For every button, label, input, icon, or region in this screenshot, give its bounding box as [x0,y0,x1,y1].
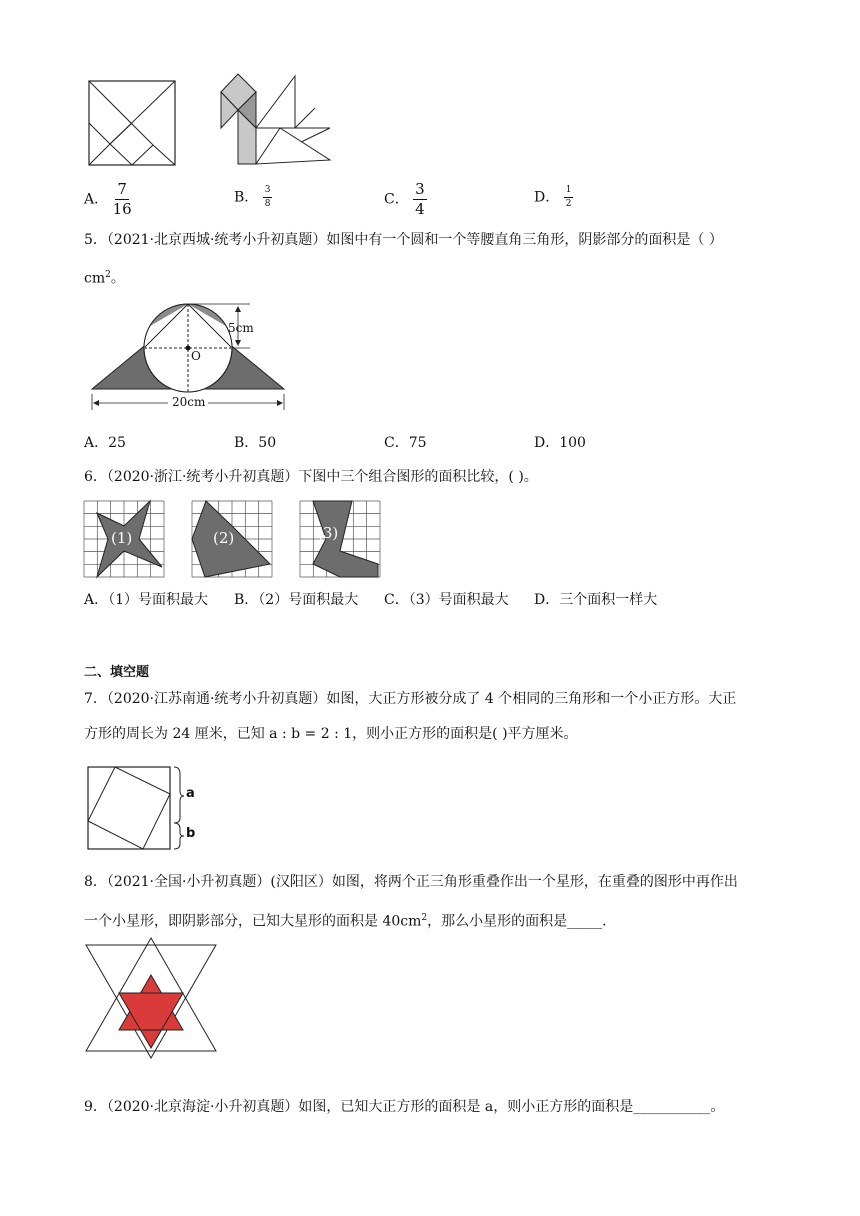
q9-question-line1: 9．（2020·北京海淀·小升初真题）如图，已知大正方形的面积是 a，则小正方形的面积是___________。 [84,1099,725,1115]
q5-question-line2: $cm^2$。 [84,270,125,287]
q7-question-line1: 7．（2020·江苏南通·统考小升初真题）如图，大正方形被分成了 4 个相同的三角形和一个小正方形。大正 [84,691,737,707]
grid-label-1: (1) [111,529,133,547]
q7-question-line2: 方形的周长为 24 厘米，已知 a : b = 2 : 1，则小正方形的面积是( )平方厘米。 [84,726,578,742]
fraction: $\frac{3}{4}$ [415,180,425,218]
q6-question-line1: 6．（2020·浙江·统考小升初真题）下图中三个组合图形的面积比较，( )。 [84,469,538,485]
label-20cm: 20cm [172,395,206,409]
label-5cm: 5cm [228,321,254,335]
grid-label-2: (2) [213,529,235,547]
star-figure [84,937,218,1059]
grid-figure-3 [300,501,380,577]
nested-square-figure [88,766,198,852]
q5-option-c[interactable]: C．75 [384,435,427,451]
fraction: $\frac{3}{8}$ [264,185,271,209]
q5-question-line1: 5．（2021·北京西城·统考小升初真题）如图中有一个圆和一个等腰直角三角形，阴影部分的面积是（ ） [84,232,723,248]
tangram-square-figure [88,80,178,168]
q6-option-d[interactable]: D．三个面积一样大 [534,592,658,608]
q4-option-c[interactable]: C． $\frac{3}{4}$ [384,180,425,218]
q4-option-d[interactable]: D． $\frac{1}{2}$ [534,185,572,209]
q5-option-a[interactable]: A．25 [84,435,126,451]
q8-question-line2: 一个小星形，即阴影部分，已知大星形的面积是 $40cm^2$，那么小星形的面积是_____. [84,913,607,930]
tangram-bird-figure [220,72,332,164]
q4-option-a[interactable]: A． $\frac{7}{16}$ [84,180,132,218]
q5-option-d[interactable]: D．100 [534,435,586,451]
q6-option-b[interactable]: B．（2）号面积最大 [234,592,359,608]
grid-label-3: (3) [317,524,339,542]
q6-option-a[interactable]: A．（1）号面积最大 [84,592,209,608]
label-o: O [191,349,201,363]
fraction: $\frac{7}{16}$ [112,180,132,218]
section-title-fill-in: 二、填空题 [84,665,150,680]
q8-question-line1: 8．（2021·全国·小升初真题）(汉阳区）如图，将两个正三角形重叠作出一个星形，在重叠的图形中再作出 [84,874,738,890]
q4-option-b[interactable]: B． $\frac{3}{8}$ [234,185,271,209]
q6-option-c[interactable]: C．（3）号面积最大 [384,592,509,608]
fraction: $\frac{1}{2}$ [565,185,572,209]
label-a: a [186,786,195,801]
q5-option-b[interactable]: B．50 [234,435,277,451]
label-b: b [186,826,196,841]
